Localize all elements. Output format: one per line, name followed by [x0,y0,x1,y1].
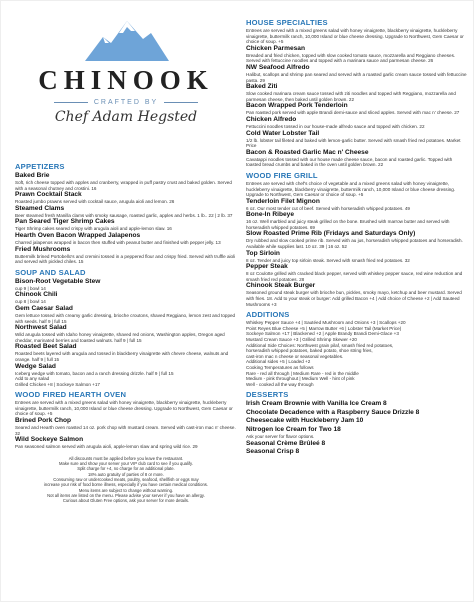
menu-item [246,263,468,282]
section-note: Point Reyes Blue Cheese +5 | Marrow Butter +6 | Lobster Tail (Market Price) [246,325,402,331]
menu-item [15,343,237,362]
menu-section [246,171,468,307]
right-column [246,15,468,456]
section-note: Medium - pink throughout | Medium Well - hint of pink [246,376,355,382]
item-description: Seasoned ground steak burger with brioche bun, pickles, smoky mayo, ketchup and beer mustard. Served with fries. 18. Add to your steak or burger: Add grilled Bacon +4 | Add choice of Cheese +2 | Add Sauteed Mushrooms +3 [246,290,462,307]
item-description: Roasted jumbo prawns served with cocktail sauce, arugula aioli and lemon. 26 [15,199,175,205]
menu-item [15,291,237,305]
item-name: Chicken Parmesan [246,44,306,52]
section-note: Additional Side Choices: Northwest grain pilaf, smash fried red potatoes, [246,342,394,348]
item-description: Buttermilk brined Portobello's and cremini tossed in a peppered flour and crispy fried. Served with truffle aioli and served with pickled chiles. 15 [15,253,236,265]
menu-section [15,390,237,450]
item-name: Bacon & Roasted Garlic Mac n' Cheese [246,148,369,156]
chef-signature: Chef Adam Hegsted [54,109,198,125]
logo-block [15,9,237,159]
item-name: Prawn Cocktail Stack [15,191,82,199]
item-description: 8 oz Coulotte grilled with cracked black pepper, served with whiskey pepper sauce, red wine reduction and smash fried red potatoes. 28 [246,271,463,282]
menu-item [15,218,237,232]
menu-section [246,310,468,387]
section-title: HOUSE SPECIALTIES [246,18,328,27]
item-name: Wild Sockeye Salmon [15,436,84,444]
section-intro: Entrees are served with a mixed greens salad with honey vinaigrette, blackberry vinaigrette, huckleberry vinaigrette, buttermilk ranch, 10,000 Island or blue cheese dressing. Upgrade to Northwest, Gem Caesar or choice of soup. +5 [15,400,233,417]
item-description: Beer steamed fresh Manilla clams with smoky sausage, roasted garlic, apples and herbs. 1 lb.. 22 | 2 lb. 37 [15,212,233,218]
menu-item [246,83,468,102]
section-title: WOOD FIRE GRILL [246,170,318,180]
item-name: Roasted Beet Salad [15,343,77,351]
section-note: horseradish whipped potatoes, baked potato, shoe string fries, [246,348,373,354]
section-note: Rare - red all through | Medium Rare - red in the middle [246,370,359,376]
section-note: Sockeye Salmon +17 | Blackened +2 | Apple Brandy Brandi Demi-Glace +3 [246,331,399,337]
item-description: Wild arugula tossed with Idaho honey vinaigrette, shaved red onions, Washington apples, Oregon aged cheddar, marinated berries and toasted walnuts. half 9 | full 15 [15,332,225,343]
item-name: Pan Seared Tiger Shrimp Cakes [15,218,115,226]
footer-line: Not all items are listed on the menu. Please advise your server if you have an allergy. [47,492,205,498]
item-name: Seasonal Crème Brûleé 8 [246,439,326,447]
menu-item [15,232,237,246]
item-description: Breaded and fried chicken, topped with slow cooked tomato sauce, mozzarella and Reggiano cheeses. Served with fettuccine noodles and topped with a marinara sauce and parmesan cheese. 26 [246,52,456,64]
item-name: Cheesecake with Huckleberry Jam 10 [246,417,364,425]
menu-item [246,440,468,448]
menu-item [246,282,468,307]
menu-item [15,278,237,292]
item-description: Pan roasted pork served with apple Brandi demi-sauce and sliced apples. Served with mac n' cheese. 27 [246,110,460,116]
footer-line: Curious about Gluten Free options, ask your server for more details. [62,498,190,504]
menu-item [15,417,237,436]
item-name: Bison-Root Vegetable Stew [15,277,101,285]
section-note: Whiskey Pepper Sauce +4 | Sautéed Mushroom and Onions +3 | Scallops +20 [246,320,406,326]
menu-item [246,230,468,249]
section-note: Add to any salad [15,376,50,382]
item-name: Chocolate Decadence with a Raspberry Sauce Drizzle 8 [246,408,420,416]
section-note: Mustard Cream Sauce +3 | Grilled Shrimp Skewer +20 [246,337,357,342]
item-description: Roasted beets layered with arugula and tossed in blackberry vinaigrette with chevre cheese, walnuts and orange. half 9 | full 15 [15,351,229,362]
item-name: Hearth Oven Bacon Wrapped Jalapenos [15,231,141,239]
mountain-logo-icon [85,17,169,61]
section-note: Grilled Chicken +8 | Sockeye Salmon +17 [15,381,100,387]
footer-line: increase your risk of food borne illness, especially if you have certain medical conditions. [43,482,209,488]
menu-item [246,102,468,116]
menu-item [246,409,468,417]
menu-item [246,448,468,456]
item-name: Baked Brie [15,172,50,179]
item-name: Fried Mushrooms [15,245,71,253]
section-title: WOOD FIRED HEARTH OVEN [15,390,127,400]
item-name: Baked Ziti [246,83,278,91]
menu-section [246,390,468,456]
footer-line: All discounts must be applied before you leave the restaurant. [68,455,184,461]
footer-line: Menu items are subject to change without warning. [78,487,174,493]
item-name: Seasonal Crisp 8 [246,447,300,455]
section-intro: Entrees are served with a mixed greens salad with honey vinaigrette, blackberry vinaigrette, huckleberry vinaigrette, buttermilk ranch, 10,000 Island or blue cheese dressing. Upgrade to Northwest, Gem Caesar or choice of soup. +5 [246,28,464,45]
item-description: Dry rubbed and slow cooked prime rib. Served with au jus, horseradish whipped potatoes and horseradish. Available while supplies last. 10 oz. 39 | 16 oz. 52 [246,238,463,250]
section-title: SOUP AND SALAD [15,267,86,277]
menu-section [246,18,468,168]
item-description: Ask your server for flavor options. [246,433,315,439]
menu-item [15,191,237,205]
menu-item [246,45,468,64]
footer-line: Make sure and show your server your VIP club card to see if you qualify. [59,461,193,467]
item-name: Wedge Salad [15,362,56,370]
menu-item [15,246,237,265]
item-description: 8 oz. Tender and juicy top sirloin steak. Served with smash fried red potatoes. 32 [246,257,410,263]
menu-item [15,363,237,377]
item-description: Tiger Shrimp cakes seared crispy with arugula aioli and apple-lemon slaw. 16 [15,226,172,232]
menu-item [246,211,468,230]
menu-item [246,426,468,440]
menu-section [15,162,237,265]
brand-name: CHINOOK [38,65,214,95]
item-name: Top Sirloin [246,249,280,257]
menu-section [15,268,237,388]
item-name: Tenderloin Filet Mignon [246,197,320,205]
section-note: Well - cooked all the way through [246,381,314,387]
item-description: Gem lettuce tossed with creamy garlic dressing, brioche croutons, shaved Reggiano, lemon zest and topped with seeds. half 9 | full 15 [15,312,236,324]
left-sections [15,162,237,450]
footer-line: 18% auto gratuity of parties of 8 or more. [88,471,164,477]
menu-item [246,400,468,408]
item-description: Charred jalapenos wrapped in bacon then stuffed with peanut butter and finished with pepper jelly. 13 [15,239,221,245]
item-description: Fettuccini noodles tossed in our house-made alfredo sauce and topped with chicken. 22 [246,123,425,129]
item-description: Soft, rich cheese topped with apples and cranberry, wrapped in puff pastry crust and baked golden. Served with a seasonal chutney and crostini. 16 [15,180,232,191]
menu-item [246,130,468,149]
crafted-by: CRAFTED BY [15,99,237,106]
item-name: Chinook Chili [15,291,58,299]
menu-item [15,436,237,450]
menu-item [246,198,468,212]
item-name: Pepper Steak [246,263,288,271]
item-description: cup 8 | bowl 14 [15,299,46,305]
menu-item [15,324,237,343]
section-note: Cooking Temperatures as follows [246,364,314,370]
item-description: 6 oz. Our most tender cut of beef. Served with horseradish whipped potatoes. 49 [246,205,410,211]
item-description: 16 oz. Well marbled and juicy steak grilled on the bone. Brushed with marrow butter and served with horseradish whipped potatoes. 69 [246,219,450,230]
footer-line: Split charge for +4, no charge for an additional plate. [77,466,175,472]
item-name: Northwest Salad [15,324,67,332]
item-description: Seared and Hearth oven roasted 14 oz. pork chop with mustard cream. Served with cast-iron mac n' cheese. 32 [15,425,236,436]
menu-item [246,250,468,264]
section-note: Additional sides +5 | Loaded +2 [246,359,311,365]
item-name: Slow Roasted Prime Rib (Fridays and Saturdays Only) [246,230,416,238]
left-column [15,9,237,504]
menu-item [246,64,468,83]
item-description: cup 9 | bowl 14 [15,285,46,291]
item-name: Chicken Alfredo [246,115,297,123]
item-name: NW Seafood Alfredo [246,63,310,71]
item-description: Iceberg wedge with tomato, bacon and a ranch dressing drizzle. half 9 | full 15 [15,370,174,376]
item-name: Bacon Wrapped Pork Tenderloin [246,102,348,110]
item-name: Nitrogen Ice Cream for Two 18 [246,425,341,433]
item-name: Chinook Steak Burger [246,282,316,290]
menu-item [15,172,237,191]
menu-item [15,205,237,219]
menu-item [246,116,468,130]
item-description: Pan seasoned salmon served with arugula aioli, apple-lemon slaw and spring wild rice. 29 [15,444,198,450]
menu-item [15,305,237,324]
item-name: Cold Water Lobster Tail [246,129,320,137]
item-description: Slow cooked marinara cream sauce tossed with ziti noodles and topped with Reggiano, mozzarella and parmesan cheese, then baked until golden brown. 22 [246,91,456,102]
menu-item [246,417,468,425]
section-title: DESSERTS [246,390,289,400]
item-name: Brined Pork Chop [15,417,72,425]
section-note: cast-iron mac n cheese or seasonal vegetables. [246,353,344,359]
item-description: 1/2 lb. lobster tail fileted and baked with lemon-garlic butter. Served with smash fried red potatoes. Market Price [246,137,461,149]
item-description: Halibut, scallops and shrimp pan seared and served with a roasted garlic cream sauce tossed with fettuccine pasta. 29 [246,71,467,83]
item-name: Irish Cream Brownie with Vanilla Ice Cream 8 [246,400,387,408]
item-description: Cavatappi noodles tossed with our house made cheese sauce, bacon and roasted garlic. Topped with toasted bread crumbs and baked in the oven until golden brown. 22 [246,156,453,168]
item-name: Gem Caesar Salad [15,304,73,312]
menu-footer [15,456,237,504]
section-title: ADDITIONS [246,310,290,320]
section-title: APPETIZERS [15,162,65,171]
section-intro: Entrees are served with chef's choice of vegetable and a mixed greens salad with honey vinaigrette, huckleberry vinaigrette, blackberry vinaigrette, buttermilk ranch, 10,000 Island or blue cheese dressing. Upgrade to Northwest, Gem Caesar or choice of soup. +5 [246,180,456,198]
menu-item [246,149,468,168]
item-name: Steamed Clams [15,204,65,212]
footer-line: Consuming raw or undercooked meats, poultry, seafood, shellfish or eggs may [53,477,199,483]
item-name: Bone-In Ribeye [246,211,294,219]
right-sections [246,18,468,456]
